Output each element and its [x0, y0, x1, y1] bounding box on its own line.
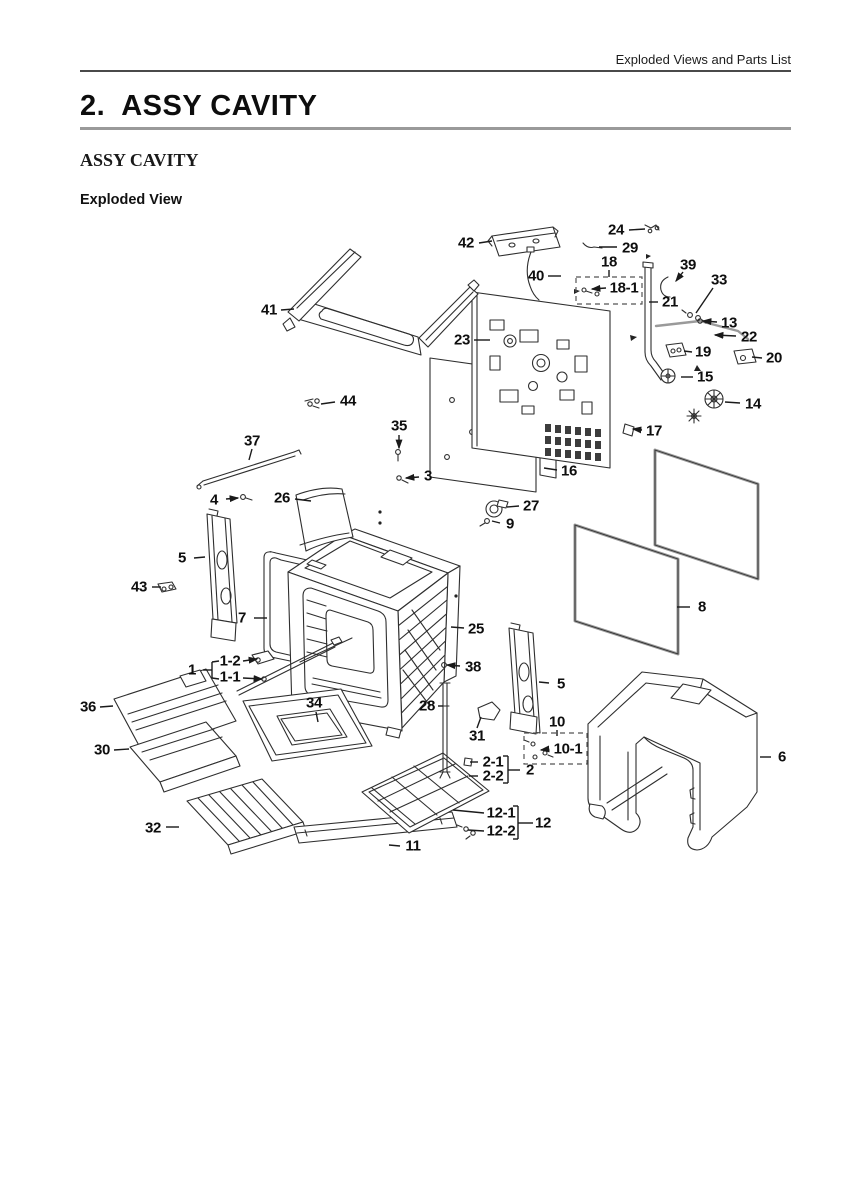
part-callout-4: 4	[209, 491, 219, 509]
part-callout-8: 8	[697, 598, 707, 616]
part-callout-12-2: 12-2	[486, 822, 516, 840]
part-callout-6: 6	[777, 748, 787, 766]
part-callout-5: 5	[556, 675, 566, 693]
part-callout-19: 19	[694, 343, 712, 361]
part-callout-37: 37	[243, 432, 261, 450]
leader-line	[321, 402, 335, 404]
part-callout-12: 12	[534, 814, 552, 832]
leader-line	[453, 810, 484, 813]
leader-line	[114, 749, 129, 750]
leader-line	[468, 830, 484, 831]
part-callout-32: 32	[144, 819, 162, 837]
part-callout-9: 9	[505, 515, 515, 533]
leader-line	[389, 845, 400, 846]
part-callout-7: 7	[237, 609, 247, 627]
part-callout-14: 14	[744, 395, 762, 413]
part-callout-26: 26	[273, 489, 291, 507]
leader-line	[316, 712, 318, 722]
part-callout-38: 38	[464, 658, 482, 676]
part-callout-23: 23	[453, 331, 471, 349]
part-callout-28: 28	[418, 697, 436, 715]
page-title: 2. ASSY CAVITY	[80, 90, 318, 122]
leader-line	[212, 678, 219, 679]
leader-line	[492, 521, 500, 523]
part-callout-18: 18	[600, 253, 618, 271]
part-callout-18-1: 18-1	[609, 279, 639, 297]
leader-line	[406, 477, 419, 478]
leader-line	[477, 717, 481, 728]
leader-line	[633, 429, 642, 430]
part-callout-31: 31	[468, 727, 486, 745]
part-callout-12-1: 12-1	[486, 804, 516, 822]
part-callout-22: 22	[740, 328, 758, 346]
leader-line	[715, 335, 736, 336]
part-callout-17: 17	[645, 422, 663, 440]
exploded-view-label: Exploded View	[80, 192, 183, 208]
part-callout-1: 1	[187, 661, 197, 679]
part-callout-20: 20	[765, 349, 783, 367]
leader-line	[249, 449, 252, 460]
part-callout-2: 2	[525, 761, 535, 779]
leader-line	[696, 288, 713, 313]
part-callout-41: 41	[260, 301, 278, 319]
leader-line	[684, 351, 692, 352]
running-header: Exploded Views and Parts List	[615, 52, 791, 67]
part-callout-30: 30	[93, 741, 111, 759]
part-callout-44: 44	[339, 392, 357, 410]
part-callout-1-2: 1-2	[219, 652, 241, 670]
section-subtitle: ASSY CAVITY	[80, 150, 199, 170]
part-callout-3: 3	[423, 467, 433, 485]
leader-line	[212, 661, 219, 662]
leader-line	[507, 506, 519, 507]
leader-line	[544, 468, 557, 470]
part-callout-36: 36	[79, 698, 97, 716]
part-callout-40: 40	[527, 267, 545, 285]
part-callout-13: 13	[720, 314, 738, 332]
leader-line	[281, 309, 294, 310]
part-callout-2-2: 2-2	[482, 767, 504, 785]
leader-line	[629, 229, 645, 230]
leader-line	[703, 321, 717, 322]
leader-line	[539, 682, 549, 683]
part-callout-16: 16	[560, 462, 578, 480]
part-callout-29: 29	[621, 239, 639, 257]
part-callout-33: 33	[710, 271, 728, 289]
leader-line	[243, 659, 257, 661]
leader-line	[447, 665, 460, 666]
part-callout-2-1: 2-1	[482, 753, 504, 771]
part-callout-10: 10	[548, 713, 566, 731]
leader-line	[243, 678, 262, 679]
leader-line	[100, 706, 113, 707]
part-callout-27: 27	[522, 497, 540, 515]
part-callout-15: 15	[696, 368, 714, 386]
part-callout-11: 11	[405, 837, 421, 855]
leader-line	[295, 499, 311, 501]
leader-line	[725, 402, 740, 403]
leader-line	[226, 498, 238, 499]
leader-line	[541, 749, 549, 750]
part-callout-21: 21	[661, 293, 679, 311]
leader-line	[194, 557, 205, 558]
part-callout-10-1: 10-1	[553, 740, 583, 758]
leader-line	[479, 241, 492, 243]
part-callout-39: 39	[679, 256, 697, 274]
leader-line	[451, 627, 464, 628]
part-callout-24: 24	[607, 221, 625, 239]
leader-line	[592, 288, 606, 289]
part-callout-1-1: 1-1	[219, 668, 241, 686]
part-callout-35: 35	[390, 417, 408, 435]
leader-line	[752, 357, 762, 358]
part-callout-5: 5	[177, 549, 187, 567]
part-callout-42: 42	[457, 234, 475, 252]
part-callout-34: 34	[305, 694, 323, 712]
part-callout-43: 43	[130, 578, 148, 596]
part-callout-25: 25	[467, 620, 485, 638]
